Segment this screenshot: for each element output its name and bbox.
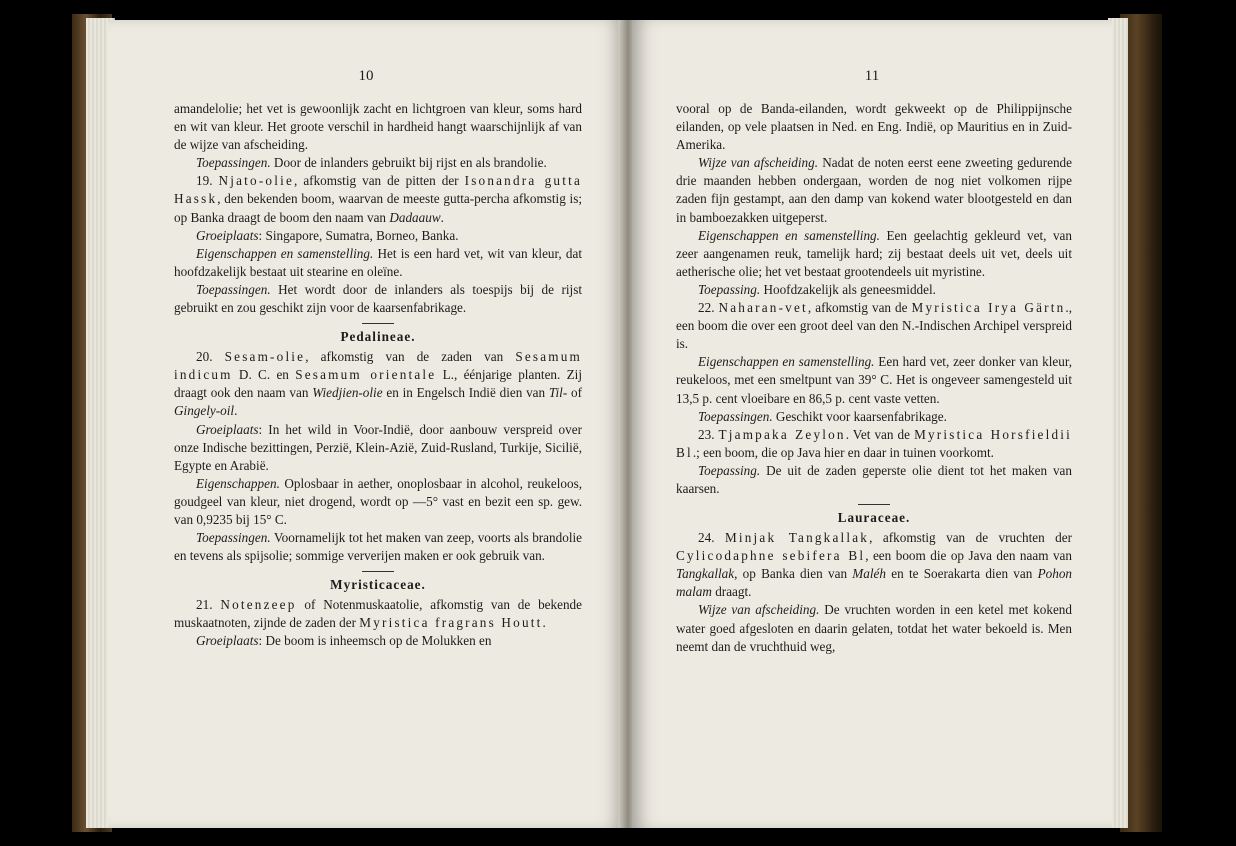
page-body xyxy=(174,100,582,651)
paragraph: Groeiplaats: De boom is inheemsch op de Molukken en xyxy=(196,633,492,649)
paragraph: Toepassingen. Geschikt voor kaarsenfabrikage. xyxy=(698,408,947,424)
entry-24: 24. Minjak Tangkallak, afkomstig van de vruchten der Cylicodaphne sebifera Bl, een boom die op Java den naam van Tangkallak, op Banka dien van Maléh en te Soerakarta dien van Pohon malam draagt. xyxy=(676,530,1073,600)
paragraph: Wijze van afscheiding. Nadat de noten eerst eene zweeting gedurende drie maanden hebben ondergaan, worden de nog niet volkomen rijpe zaden fijn gestampt, aan den damp van kokend water blootgesteld en dan in bamboezakken uitgeperst. xyxy=(676,155,1072,225)
entry-23: 23. Tjampaka Zeylon. Vet van de Myristica Horsfieldii Bl.; een boom, die op Java hier en daar in tuinen voorkomt. xyxy=(676,426,1072,460)
paragraph: Toepassingen. Voornamelijk tot het maken van zeep, voorts als brandolie en tevens als spijsolie; sommige ververijen maken er ook gebruik van. xyxy=(174,530,582,564)
page-number: 11 xyxy=(864,68,880,84)
paragraph: Wijze van afscheiding. De vruchten worden in een ketel met kokend water goed afgesloten en daarin gelaten, totdat het water bekoeld is. Men neemt dan de vruchthuid weg, xyxy=(676,602,1072,654)
page-body xyxy=(676,100,1072,656)
page-number: 10 xyxy=(358,68,374,84)
divider xyxy=(362,323,394,324)
paragraph: Toepassing. De uit de zaden geperste olie dient tot het maken van kaarsen. xyxy=(676,462,1072,496)
divider xyxy=(362,571,394,572)
paragraph: amandelolie; het vet is gewoonlijk zacht en lichtgroen van kleur, soms hard en wit van kleur. Het groote verschil in hardheid hangt waarschijnlijk af van de wijze van afscheiding. xyxy=(174,101,582,153)
paragraph: Toepassingen. Door de inlanders gebruikt bij rijst en als brandolie. xyxy=(196,155,547,171)
divider xyxy=(858,504,890,505)
right-page xyxy=(632,20,1112,828)
entry-20: 20. Sesam-olie, afkomstig van de zaden van Sesamum indicum D. C. en Sesamum orientale L., éénjarige planten. Zij draagt ook den naam van Wiedjien-olie en in Engelsch Indië dien van Til- of Gingely-oil. xyxy=(174,349,583,419)
paragraph: vooral op de Banda-eilanden, wordt gekweekt op de Philippijnsche eilanden, op vele plaatsen in Ned. en Eng. Indië, op Mauritius en in Zuid-Amerika. xyxy=(676,101,1072,153)
section-heading: Pedalineae. xyxy=(340,329,416,345)
entry-19: 19. Njato-olie, afkomstig van de pitten der Isonandra gutta Hassk, den bekenden boom, waarvan de meeste gutta-percha afkomstig is; op Banka draagt de boom den naam van Dadaauw. xyxy=(174,173,583,225)
paragraph: Groeiplaats: In het wild in Voor-Indië, door aanbouw verspreid over onze Indische bezittingen, Perzië, Klein-Azië, Zuid-Rusland, Turkije, Sicilië, Egypte en Arabië. xyxy=(174,421,582,473)
paragraph: Eigenschappen en samenstelling. Een hard vet, zeer donker van kleur, reukeloos, met een smeltpunt van 39° C. Het is ongeveer samengesteld uit 13,5 p. cent vloeibare en 86,5 p. cent vaste vetten. xyxy=(676,354,1072,406)
paragraph: Eigenschappen en samenstelling. Een geelachtig gekleurd vet, van zeer aangenamen reuk, tamelijk hard; zij bestaat deels uit vet, deels uit aetherische olie; het vet bestaat grootendeels uit myristine. xyxy=(676,227,1072,279)
entry-22: 22. Naharan-vet, afkomstig van de Myristica Irya Gärtn., een boom die over een groot deel van den N.-Indischen Archipel verspreid is. xyxy=(676,300,1072,352)
paragraph: Eigenschappen en samenstelling. Het is een hard vet, wit van kleur, dat hoofdzakelijk bestaat uit stearine en oleïne. xyxy=(174,245,582,279)
paragraph: Toepassing. Hoofdzakelijk als geneesmiddel. xyxy=(698,281,936,297)
left-page xyxy=(108,20,624,828)
paragraph: Toepassingen. Het wordt door de inlanders als toespijs bij de rijst gebruikt en zou geschikt zijn voor de kaarsenfabrikage. xyxy=(174,281,582,316)
paragraph: Eigenschappen. Oplosbaar in aether, onoplosbaar in alcohol, reukeloos, goudgeel van kleur, niet drogend, wordt op —5° vast en bezit een sp. gew. van 0,9235 bij 15° C. xyxy=(174,475,582,527)
paragraph: Groeiplaats: Singapore, Sumatra, Borneo, Banka. xyxy=(196,227,459,243)
section-heading: Lauraceae. xyxy=(837,510,911,526)
section-heading: Myristicaceae. xyxy=(330,577,426,593)
entry-21: 21. Notenzeep of Notenmuskaatolie, afkomstig van de bekende muskaatnoten, zijnde de zaden der Myristica fragrans Houtt. xyxy=(174,597,583,631)
